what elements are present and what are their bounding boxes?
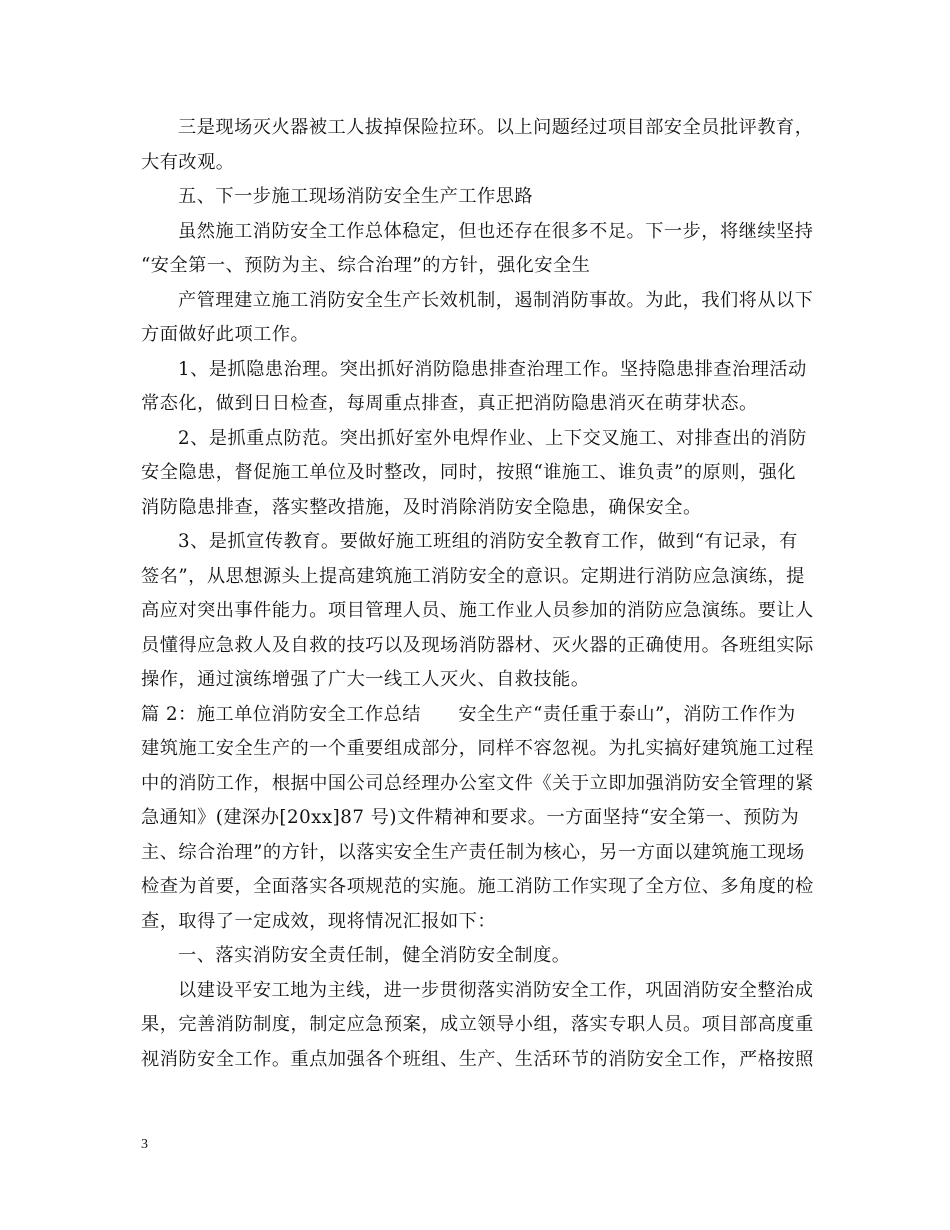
text-line: 篇 2：施工单位消防安全工作总结 安全生产“责任重于泰山”，消防工作作为 bbox=[141, 703, 796, 725]
text-line: 高应对突出事件能力。项目管理人员、施工作业人员参加的消防应急演练。要让人 bbox=[141, 600, 814, 621]
text-line: 操作，通过演练增强了广大一线工人灭火、自救技能。 bbox=[141, 669, 590, 690]
text-line: 中的消防工作，根据中国公司总经理办公室文件《关于立即加强消防安全管理的紧 bbox=[141, 772, 814, 794]
text-line: 虽然施工消防安全工作总体稳定，但也还存在很多不足。下一步，将继续坚持 bbox=[178, 220, 814, 242]
text-line: 以建设平安工地为主线，进一步贯彻落实消防安全工作，巩固消防安全整治成 bbox=[178, 979, 814, 1001]
document-body bbox=[141, 111, 814, 1077]
text-line: 建筑施工安全生产的一个重要组成部分，同样不容忽视。为扎实搞好建筑施工过程 bbox=[141, 738, 814, 759]
paragraph bbox=[141, 525, 814, 698]
text-line: 签名”，从思想源头上提高建筑施工消防安全的意识。定期进行消防应急演练，提 bbox=[141, 565, 805, 587]
paragraph bbox=[141, 284, 814, 353]
paragraph bbox=[141, 422, 811, 526]
text-line: 查，取得了一定成效，现将情况汇报如下： bbox=[141, 910, 497, 932]
paragraph bbox=[141, 111, 814, 180]
text-line: 安全隐患，督促施工单位及时整改，同时，按照“谁施工、谁负责”的原则，强化 bbox=[141, 462, 796, 483]
text-line: 员懂得应急救人及自救的技巧以及现场消防器材、灭火器的正确使用。各班组实际 bbox=[141, 634, 814, 656]
page-number: 3 bbox=[141, 1137, 148, 1152]
text-line: 视消防安全工作。重点加强各个班组、生产、生活环节的消防安全工作，严格按照 bbox=[141, 1048, 814, 1070]
text-line: 常态化，做到日日检查，每周重点排查，真正把消防隐患消灭在萌芽状态。 bbox=[141, 393, 758, 414]
text-line: 产管理建立施工消防安全生产长效机制，遏制消防事故。为此，我们将从以下 bbox=[178, 289, 814, 311]
paragraph bbox=[141, 215, 814, 284]
paragraph bbox=[141, 974, 814, 1078]
text-line: 三是现场灭火器被工人拔掉保险拉环。以上问题经过项目部安全员批评教育， bbox=[178, 117, 814, 138]
text-line: 检查为首要，全面落实各项规范的实施。施工消防工作实现了全方位、多角度的检 bbox=[141, 876, 814, 897]
text-line: 一、落实消防安全责任制，健全消防安全制度。 bbox=[178, 945, 571, 966]
text-line: 急通知》(建深办[20xx]87 号)文件精神和要求。一方面坚持“安全第一、预防为 bbox=[141, 807, 800, 828]
paragraph bbox=[141, 698, 814, 940]
text-line: 2、是抓重点防范。突出抓好室外电焊作业、上下交叉施工、对排查出的消防 bbox=[178, 427, 807, 449]
paragraph bbox=[141, 180, 811, 215]
text-line: 主、综合治理”的方针，以落实安全生产责任制为核心，另一方面以建筑施工现场 bbox=[141, 841, 805, 863]
paragraph bbox=[141, 353, 811, 422]
text-line: 消防隐患排查，落实整改措施，及时消除消防安全隐患，确保安全。 bbox=[141, 496, 702, 518]
text-line: 方面做好此项工作。 bbox=[141, 324, 310, 345]
text-line: 五、下一步施工现场消防安全生产工作思路 bbox=[178, 186, 534, 207]
paragraph bbox=[141, 939, 811, 974]
text-line: 1、是抓隐患治理。突出抓好消防隐患排查治理工作。坚持隐患排查治理活动 bbox=[178, 358, 807, 380]
text-line: 大有改观。 bbox=[141, 151, 235, 173]
text-line: 3、是抓宣传教育。要做好施工班组的消防安全教育工作，做到“有记录，有 bbox=[178, 531, 798, 552]
text-line: “安全第一、预防为主、综合治理”的方针，强化安全生 bbox=[141, 255, 591, 276]
text-line: 果，完善消防制度，制定应急预案，成立领导小组，落实专职人员。项目部高度重 bbox=[141, 1014, 814, 1035]
